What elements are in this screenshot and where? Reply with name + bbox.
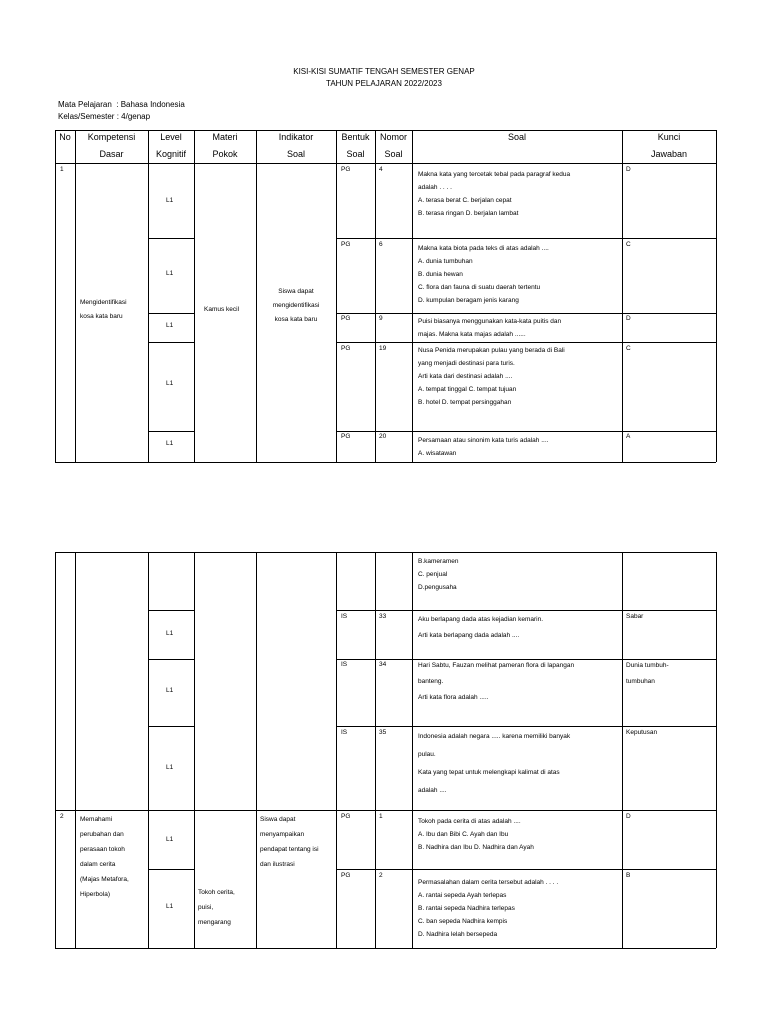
kompetensi-dasar xyxy=(80,812,129,902)
nomor-cell: 9 xyxy=(379,315,383,322)
soal-cell xyxy=(418,876,558,941)
soal-line: Hari Sabtu, Fauzan melihat pameran flora di lapangan xyxy=(418,662,575,669)
kunci-cell: D xyxy=(626,813,631,820)
indikator-line: kosa kata baru xyxy=(274,316,318,323)
bentuk-cell: PG xyxy=(341,241,351,248)
kompetensi-dasar-line: Hiperbola) xyxy=(80,891,110,898)
bentuk-cell: IS xyxy=(341,613,348,620)
soal-line: B. dunia hewan xyxy=(418,271,463,278)
indikator-line: dan ilustrasi xyxy=(260,861,295,868)
header-indikator xyxy=(256,129,336,163)
kunci-cell: Sabar xyxy=(626,613,644,620)
header-nomor xyxy=(375,129,412,163)
header-bentuk-line-1: Bentuk xyxy=(341,132,370,142)
document-title-line-1: KISI-KISI SUMATIF TENGAH SEMESTER GENAP xyxy=(293,67,475,76)
soal-line: A. Ibu dan Bibi C. Ayah dan Ibu xyxy=(418,831,509,838)
kunci-line: Dunia tumbuh- xyxy=(626,662,669,669)
indikator-line: Siswa dapat xyxy=(260,816,296,823)
level-cell: L1 xyxy=(166,197,174,204)
materi-line: Tokoh cerita, xyxy=(198,889,235,896)
soal-line: C. flora dan fauna di suatu daerah tertentu xyxy=(418,284,541,291)
level-cell: L1 xyxy=(166,270,174,277)
header-nomor-line-1: Nomor xyxy=(379,132,407,142)
soal-line: Arti kata flora adalah ..... xyxy=(418,694,489,701)
bentuk-cell: IS xyxy=(341,729,348,736)
soal-line: pulau. xyxy=(418,751,436,758)
kunci-cell: D xyxy=(626,166,631,173)
indikator-line: menyampaikan xyxy=(260,831,305,838)
soal-cell xyxy=(418,344,565,409)
kunci-cell: D xyxy=(626,315,631,322)
soal-line: Kata yang tepat untuk melengkapi kalimat di atas xyxy=(418,769,560,776)
soal-line: Arti kata berlapang dada adalah .... xyxy=(418,632,520,639)
soal-line: A. rantai sepeda Ayah terlepas xyxy=(418,892,507,899)
level-cell: L1 xyxy=(166,764,174,771)
bentuk-cell: PG xyxy=(341,315,351,322)
header-level-line-1: Level xyxy=(160,132,182,142)
soal-line: adalah . . . . xyxy=(418,184,452,191)
indikator-soal xyxy=(256,285,336,327)
level-cell: L1 xyxy=(166,440,174,447)
nomor-cell: 4 xyxy=(379,166,383,173)
soal-line: C. penjual xyxy=(418,571,448,578)
nomor-cell: 19 xyxy=(379,345,387,352)
document-title-line-2: TAHUN PELAJARAN 2022/2023 xyxy=(326,79,442,88)
materi-pokok: Kamus kecil xyxy=(204,306,240,313)
level-cell: L1 xyxy=(166,322,174,329)
header-materi-line-2: Pokok xyxy=(212,149,238,159)
class-value: : 4/genap xyxy=(116,112,151,121)
kunci-cell: A xyxy=(626,433,631,440)
soal-cell xyxy=(418,728,570,800)
header-indikator-line-2: Soal xyxy=(286,149,305,159)
soal-line: B. Nadhira dan Ibu D. Nadhira dan Ayah xyxy=(418,844,534,851)
bentuk-cell: PG xyxy=(341,345,351,352)
header-soal: Soal xyxy=(507,132,526,142)
subject-label: Mata Pelajaran xyxy=(58,100,112,109)
soal-line: Puisi biasanya menggunakan kata-kata puitis dan xyxy=(418,318,562,325)
soal-line: Indonesia adalah negara ..... karena memiliki banyak xyxy=(418,733,571,740)
bentuk-cell: PG xyxy=(341,433,351,440)
soal-line: D. kumpulan beragam jenis karang xyxy=(418,297,519,304)
soal-line: B.kameramen xyxy=(418,558,459,565)
header-kompetensi xyxy=(75,129,148,163)
materi-pokok xyxy=(198,885,235,930)
kunci-cell xyxy=(626,658,669,690)
kompetensi-dasar-line: Mengidentifikasi xyxy=(80,299,127,306)
kunci-line: tumbuhan xyxy=(626,678,655,685)
soal-line: Makna kata biota pada teks di atas adalah .... xyxy=(418,245,549,252)
level-cell: L1 xyxy=(166,687,174,694)
kompetensi-dasar-line: (Majas Metafora, xyxy=(80,876,129,883)
soal-line: C. ban sepeda Nadhira kempis xyxy=(418,918,508,925)
soal-line: banteng. xyxy=(418,678,444,685)
kunci-cell: C xyxy=(626,345,631,352)
soal-cell xyxy=(418,612,543,644)
soal-cell-continued xyxy=(418,555,458,594)
kompetensi-dasar-line: Memahami xyxy=(80,816,113,823)
soal-cell xyxy=(418,168,570,220)
soal-cell xyxy=(418,315,561,341)
kompetensi-dasar-line: dalam cerita xyxy=(80,861,116,868)
level-cell: L1 xyxy=(166,836,174,843)
subject-value: : Bahasa Indonesia xyxy=(116,100,185,109)
header-kunci-line-2: Jawaban xyxy=(650,149,688,159)
soal-line: Arti kata dari destinasi adalah .... xyxy=(418,373,513,380)
header-materi-line-1: Materi xyxy=(212,132,238,142)
row-number: 2 xyxy=(60,813,64,820)
level-cell: L1 xyxy=(166,630,174,637)
indikator-soal xyxy=(260,812,319,872)
soal-line: Makna kata yang tercetak tebal pada paragraf kedua xyxy=(418,171,571,178)
soal-cell xyxy=(418,242,549,307)
indikator-line: pendapat tentang isi xyxy=(260,846,319,853)
header-bentuk-line-2: Soal xyxy=(346,149,365,159)
soal-line: yang menjadi destinasi para turis. xyxy=(418,360,515,367)
nomor-cell: 6 xyxy=(379,241,383,248)
soal-line: Permasalahan dalam cerita tersebut adalah . . . . xyxy=(418,879,559,886)
soal-line: Persamaan atau sinonim kata turis adalah .... xyxy=(418,437,549,444)
bentuk-cell: PG xyxy=(341,166,351,173)
row-number: 1 xyxy=(60,166,64,173)
kompetensi-dasar-line: kosa kata baru xyxy=(80,313,123,320)
soal-line: Nusa Penida merupakan pulau yang berada di Bali xyxy=(418,347,565,354)
nomor-cell: 20 xyxy=(379,433,387,440)
soal-line: B. rantai sepeda Nadhira terlepas xyxy=(418,905,515,912)
kompetensi-dasar xyxy=(80,296,127,324)
bentuk-cell: IS xyxy=(341,661,348,668)
soal-cell xyxy=(418,434,548,460)
header-level xyxy=(148,129,194,163)
nomor-cell: 1 xyxy=(379,813,383,820)
soal-line: B. hotel D. tempat persinggahan xyxy=(418,399,512,406)
soal-line: D.pengusaha xyxy=(418,584,457,591)
soal-line: Tokoh pada cerita di atas adalah .... xyxy=(418,818,521,825)
materi-line: puisi, xyxy=(198,904,214,911)
nomor-cell: 33 xyxy=(379,613,387,620)
level-cell: L1 xyxy=(166,380,174,387)
nomor-cell: 2 xyxy=(379,872,383,879)
soal-line: A. wisatawan xyxy=(418,450,457,457)
header-no: No xyxy=(59,132,71,142)
materi-line: mengarang xyxy=(198,919,231,926)
soal-line: A. terasa berat C. berjalan cepat xyxy=(418,197,512,204)
soal-cell xyxy=(418,815,534,854)
header-nomor-line-2: Soal xyxy=(384,149,403,159)
header-bentuk xyxy=(336,129,375,163)
class-label: Kelas/Semester xyxy=(58,112,115,121)
header-kunci xyxy=(622,129,716,163)
header-materi xyxy=(194,129,256,163)
header-kunci-line-1: Kunci xyxy=(657,132,681,142)
document-meta xyxy=(58,99,185,123)
nomor-cell: 35 xyxy=(379,729,387,736)
header-kompetensi-line-1: Kompetensi xyxy=(87,132,136,142)
soal-cell xyxy=(418,658,574,706)
kunci-cell: C xyxy=(626,241,631,248)
soal-line: D. Nadhira lelah bersepeda xyxy=(418,931,498,938)
soal-line: A. tempat tinggal C. tempat tujuan xyxy=(418,386,517,393)
level-cell: L1 xyxy=(166,903,174,910)
header-level-line-2: Kognitif xyxy=(155,149,187,159)
soal-line: A. dunia tumbuhan xyxy=(418,258,473,265)
kompetensi-dasar-line: perasaan tokoh xyxy=(80,846,125,853)
indikator-line: mengidentifikasi xyxy=(272,302,320,309)
header-kompetensi-line-2: Dasar xyxy=(99,149,124,159)
indikator-line: Siswa dapat xyxy=(278,288,314,295)
header-indikator-line-1: Indikator xyxy=(278,132,314,142)
bentuk-cell: PG xyxy=(341,813,351,820)
soal-line: adalah .... xyxy=(418,787,447,794)
soal-line: B. terasa ringan D. berjalan lambat xyxy=(418,210,519,217)
kunci-cell: B xyxy=(626,872,631,879)
soal-line: majas. Makna kata majas adalah ...... xyxy=(418,331,526,338)
kompetensi-dasar-line: perubahan dan xyxy=(80,831,124,838)
bentuk-cell: PG xyxy=(341,872,351,879)
kunci-cell: Keputusan xyxy=(626,729,658,736)
soal-line: Aku berlapang dada atas kejadian kemarin. xyxy=(418,616,544,623)
nomor-cell: 34 xyxy=(379,661,387,668)
